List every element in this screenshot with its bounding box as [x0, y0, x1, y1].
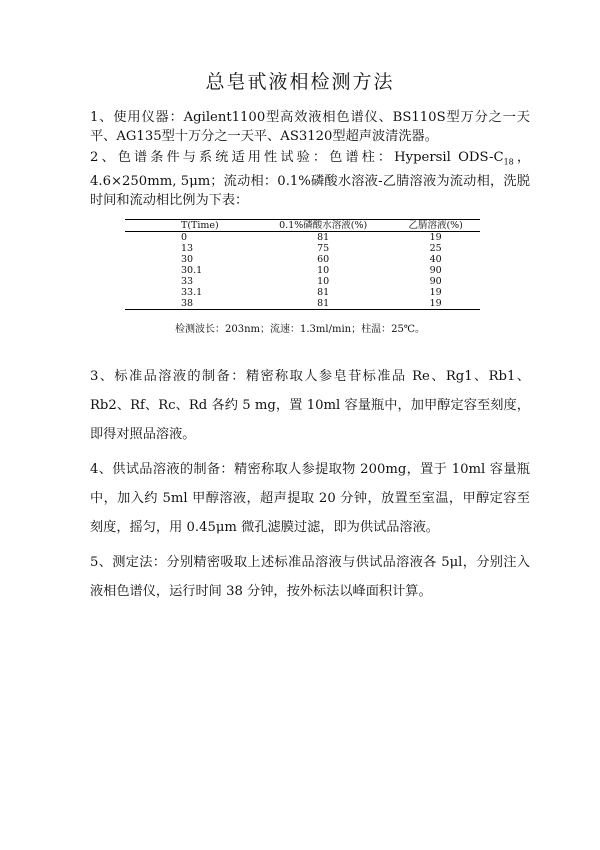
column-header-time: T(Time) — [125, 220, 255, 232]
table-cell: 40 — [429, 254, 442, 265]
table-cell: 81 — [317, 232, 330, 243]
table-cell: 33 — [181, 276, 194, 287]
table-cell: 10 — [317, 276, 330, 287]
table-cell: 60 — [317, 254, 330, 265]
table-cell: 30.1 — [181, 265, 203, 276]
table-note: 检测波长：203nm；流速：1.3ml/min；柱温：25℃。 — [175, 324, 425, 335]
table-cell: 90 — [429, 276, 442, 287]
table-cell: 19 — [429, 287, 442, 298]
section-standard-solution: 3、标准品溶液的制备：精密称取人参皂苷标准品 Re、Rg1、Rb1、Rb2、Rf、Rc、Rd 各约 5 mg，置 10ml 容量瓶中，加甲醇定容至刻度，即得对照品溶液。 — [90, 369, 530, 442]
section-instruments: 1、使用仪器：Agilent1100型高效液相色谱仪、BS110S型万分之一天平、AG135型十万分之一天平、AS3120型超声波清洗器。 — [90, 110, 530, 144]
table-cell: 81 — [255, 298, 391, 310]
table-row — [125, 232, 480, 244]
section-chromatographic-conditions — [90, 148, 530, 210]
table-cell: 19 — [429, 232, 442, 243]
table-row — [125, 287, 480, 298]
table-cell: 25 — [429, 243, 442, 254]
table-row — [125, 243, 480, 254]
table-cell: 0 — [181, 232, 188, 243]
gradient-table — [125, 219, 480, 310]
table-header-row — [125, 220, 480, 232]
column-header-phosphoric: 0.1%磷酸水溶液(%) — [255, 220, 391, 232]
table-cell: 30 — [181, 254, 194, 265]
table-row — [125, 276, 480, 287]
table-row — [125, 298, 480, 310]
table-cell: 19 — [391, 298, 480, 310]
section-2-text-end: ，4.6×250mm, 5μm；流动相：0.1%磷酸水溶液-乙腈溶液为流动相，洗脱时间和流动相比例为下表： — [90, 150, 531, 208]
table-row — [125, 254, 480, 265]
section-measurement-method: 5、测定法：分别精密吸取上述标准品溶液与供试品溶液各 5μl，分别注入液相色谱仪，运行时间 38 分钟，按外标法以峰面积计算。 — [90, 555, 530, 599]
table-cell: 10 — [317, 265, 330, 276]
section-2-text-start: 2、色谱条件与系统适用性试验：色谱柱：Hypersil ODS-C — [90, 150, 504, 165]
table-cell: 13 — [181, 243, 194, 254]
gradient-table-wrapper — [125, 219, 480, 310]
column-header-acetonitrile: 乙腈溶液(%) — [391, 220, 480, 232]
table-cell: 81 — [317, 287, 330, 298]
table-cell: 90 — [429, 265, 442, 276]
table-cell: 75 — [317, 243, 330, 254]
table-cell: 38 — [125, 298, 255, 310]
page-title: 总皂甙液相检测方法 — [205, 71, 395, 93]
table-cell: 33.1 — [181, 287, 203, 298]
column-subscript: 18 — [503, 157, 514, 167]
table-row — [125, 265, 480, 276]
section-test-solution: 4、供试品溶液的制备：精密称取人参提取物 200mg，置于 10ml 容量瓶中，加入约 5ml 甲醇溶液，超声提取 20 分钟，放置至室温，甲醇定容至刻度，摇匀，用 0.45μm 微孔滤膜过滤，即为供试品溶液。 — [90, 462, 530, 535]
